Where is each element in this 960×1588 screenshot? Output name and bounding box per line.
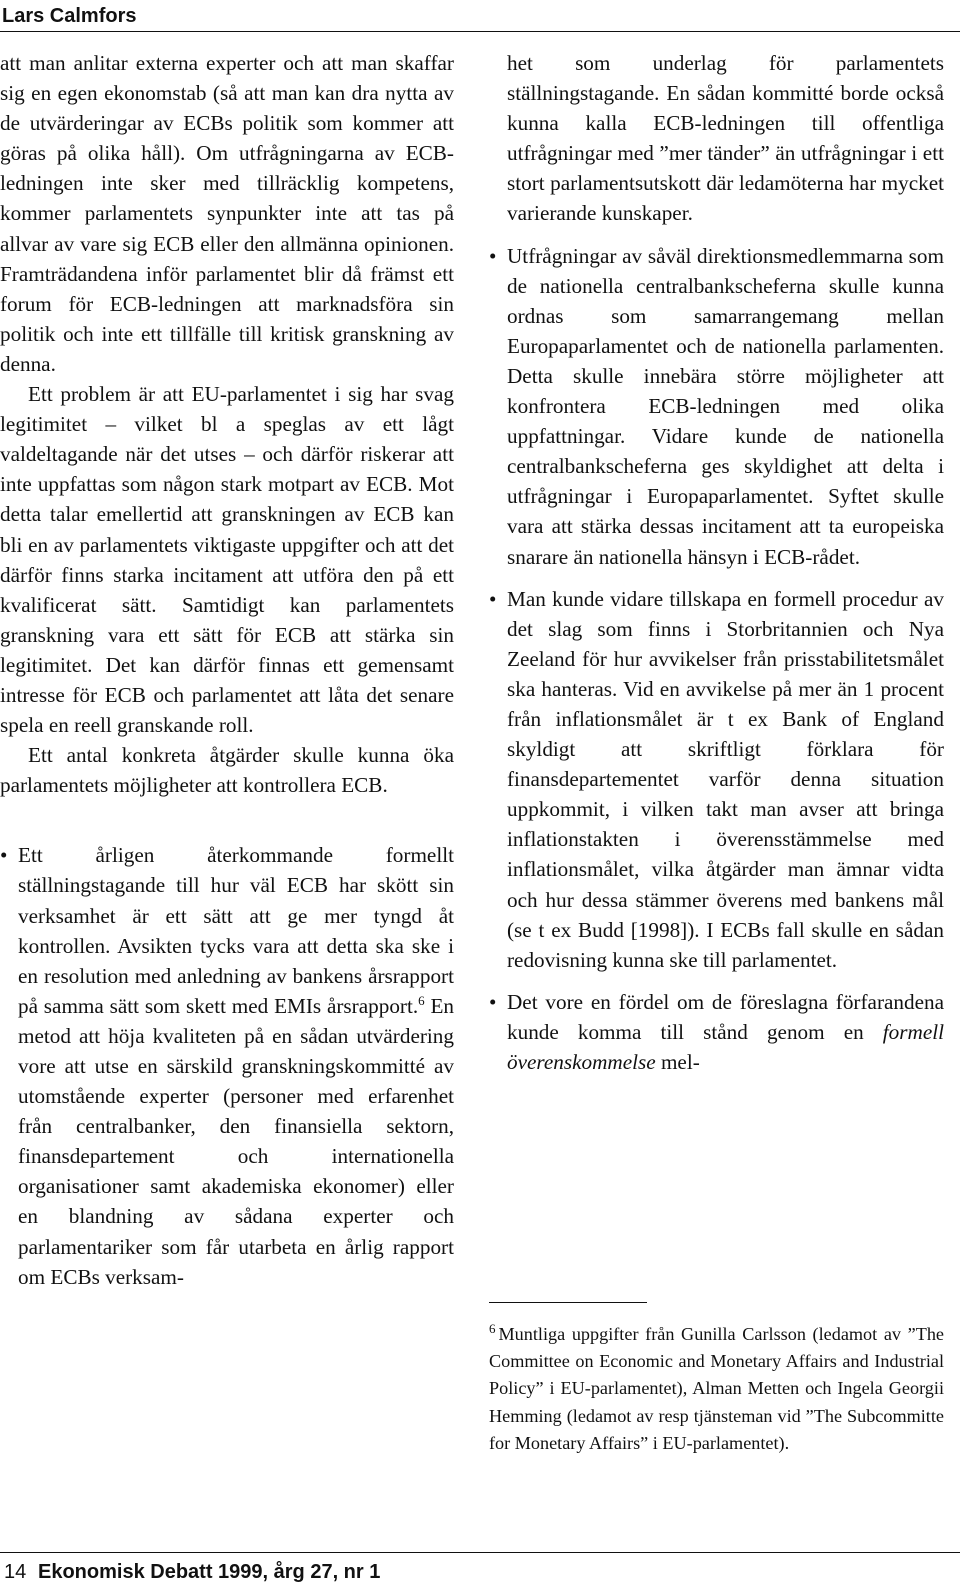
- footnote-text: Muntliga uppgifter från Gunilla Carlsson (ledamot av ”The Committee on Economic and Monetary Affairs and Industrial Policy” i EU-parlamentet), Alman Metten och Ingela Georgii Hemming (ledamot av resp tjänsteman vid ”The Subcommitte for Monetary Affairs” i EU-parlamentet).: [489, 1324, 944, 1453]
- footnote-marker: 6: [418, 992, 425, 1008]
- left-column: [0, 48, 454, 1292]
- running-header: [0, 0, 960, 34]
- footer-rule: [0, 1552, 960, 1553]
- header-author: Lars Calmfors: [2, 5, 137, 27]
- footnote: [489, 1321, 944, 1457]
- bullet-text: mel-: [660, 1050, 700, 1074]
- emphasis: formell överenskommelse: [507, 1019, 945, 1074]
- bullet-text: het som underlag för parlamentets ställningstagande. En sådan kommitté borde också kunna kalla ECB-ledningen till offentliga utfrågningar med ”mer tänder” än utfrågningar i ett stort parlamentsutskott där ledamöterna har mycket varierande kunskaper.: [507, 51, 944, 226]
- bullet-item: [489, 987, 944, 1077]
- bullet-text: En metod att höja kvaliteten på en sådan utvärdering vore att utse en särskild granskningskommitté av utomstående experter (personer med erfarenhet från centralbanker, den finansiella sektorn, finansdepartement och internationella organisationer samt akademiska ekonomer) eller en blandning av sådana experter och parlamentariker som får utarbeta en årlig rapport om ECBs verksam-: [18, 993, 455, 1289]
- footnote-number: 6: [489, 1320, 496, 1336]
- bullet-icon: •: [489, 243, 497, 268]
- bullet-icon: •: [489, 586, 497, 611]
- journal-title: Ekonomisk Debatt 1999, årg 27, nr 1: [38, 1561, 381, 1583]
- footnote-rule: [489, 1302, 647, 1303]
- paragraph: Ett problem är att EU-parlamentet i sig har svag legitimitet – vilket bl a speglas av ett lågt valdeltagande när det utses – och därför riskerar att inte uppfattas som någon stark motpart av ECB. Mot detta talar emellertid att granskningen av ECB kan bli en av parlamentets viktigaste uppgifter och att det därför finns starka incitament att utföra den på ett kvalificerat sätt. Samtidigt kan parlamentets granskning vara ett sätt för ECB att stärka sin legitimitet. Det kan därför finnas ett gemensamt intresse för ECB och parlamentet att låta det senare spela en reell granskande roll.: [0, 382, 454, 738]
- bullet-text: Ett årligen återkommande formellt ställningstagande till hur väl ECB har skött sin verksamhet är ett sätt att ge mer tyngd åt kontrollen. Avsikten tycks vara att detta ska ske i en resolution med anledning av bankens årsrapport på samma sätt som skett med EMIs årsrapport.: [18, 843, 454, 1018]
- bullet-icon: •: [489, 989, 497, 1014]
- right-column: [489, 48, 944, 1077]
- page-number: 14: [4, 1561, 27, 1583]
- bullet-list: [489, 48, 944, 1077]
- page-footer: [0, 1552, 960, 1588]
- bullet-text: Utfrågningar av såväl direktionsmedlemmarna som de nationella centralbankscheferna skulle kunna ordnas som samarrangemang mellan Europaparlamentet och de nationella parlamenten. Detta skulle innebära större möjligheter att konfrontera ECB-ledningen med olika uppfattningar. Vidare kunde de nationella centralbankscheferna ges skyldighet att delta i utfrågningar i Europaparlamentet. Syftet skulle vara att stärka dessas incitament att ta europeiska snarare än nationella hänsyn i ECB-rådet.: [507, 243, 944, 569]
- bullet-icon: •: [0, 843, 8, 868]
- bullet-text: Det vore en fördel om de föreslagna förfarandena kunde komma till stånd genom en: [507, 989, 944, 1044]
- bullet-continuation: [489, 48, 944, 229]
- bullet-item: [0, 840, 454, 1291]
- bullet-item: [489, 241, 944, 572]
- bullet-item: [489, 584, 944, 975]
- bullet-text: Man kunde vidare tillskapa en formell procedur av det slag som finns i Storbritannien och Nya Zeeland för hur avvikelser från prisstabilitetsmålet ska hanteras. Vid en avvikelse på mer än 1 procent från inflationsmålet är t ex Bank of England skyldigt att skriftligt förklara för finansdepartementet varför denna situation uppkommit, i vilken takt man avser att bringa inflationstakten i överensstämmelse med inflationsmålet, vilka åtgärder man ämnar vidta och hur dessa stämmer överens med bankens mål (se t ex Budd [1998]). I ECBs fall skulle en sådan redovisning kunna ske till parlamentet.: [507, 586, 944, 972]
- paragraph: Ett antal konkreta åtgärder skulle kunna öka parlamentets möjligheter att kontrollera ECB.: [0, 743, 454, 798]
- paragraph: att man anlitar externa experter och att man skaffar sig en egen ekonomstab (så att man kan dra nytta av de utvärderingar av ECBs politik som kommer att göras på olika håll). Om utfrågningarna av ECB-ledningen inte sker med tillräcklig kompetens, kommer parlamentets synpunkter inte att tas på allvar av vare sig ECB eller den allmänna opinionen. Framträdandena inför parlamentet blir då främst ett forum för ECB-ledningen att marknadsföra sin politik och inte ett tillfälle till kritisk granskning av denna.: [0, 51, 454, 376]
- bullet-list: [0, 840, 454, 1291]
- header-rule: [0, 31, 960, 32]
